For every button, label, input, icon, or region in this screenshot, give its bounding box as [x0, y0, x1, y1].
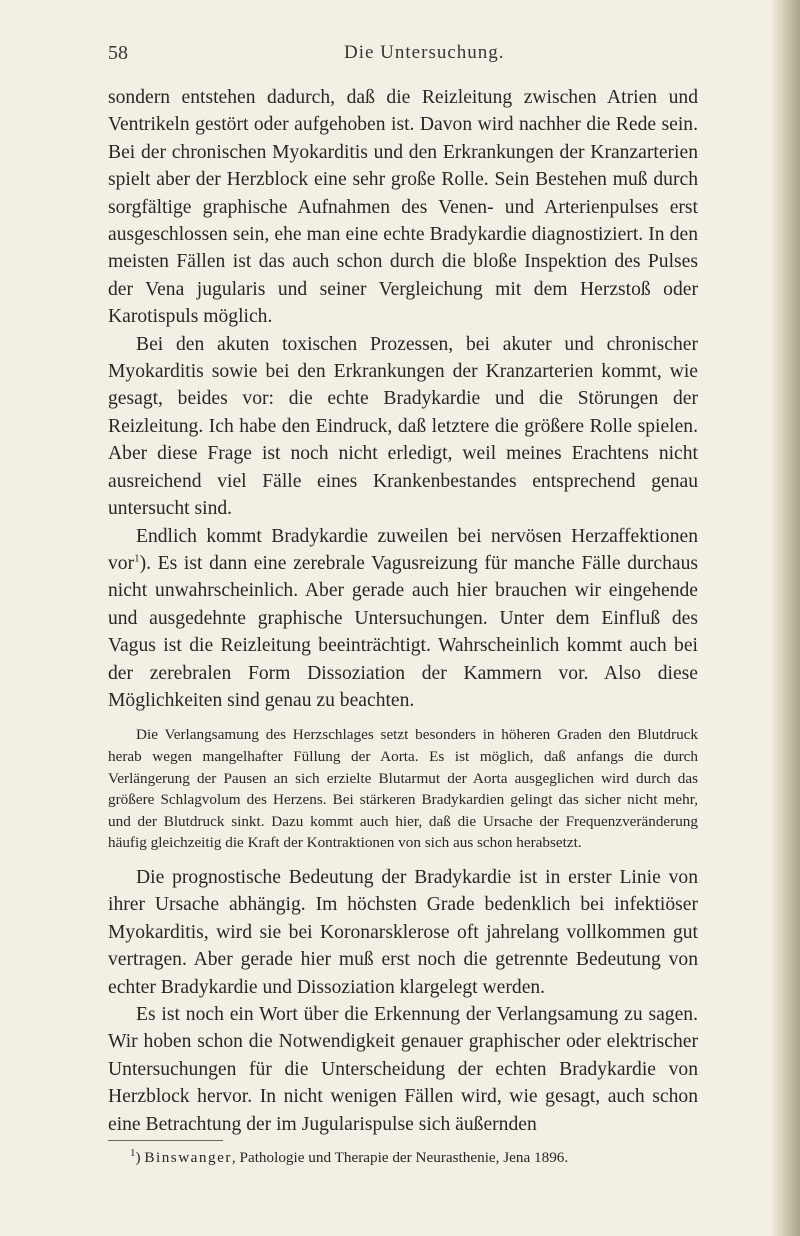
page-edge-shadow — [770, 0, 800, 1236]
running-title: Die Untersuchung. — [344, 42, 505, 63]
footnote-reference: 1 — [134, 552, 140, 565]
paragraph-3-text-a: Endlich kommt Bradykardie zuweilen bei nervösen Herzaffektionen vor — [108, 525, 698, 574]
paragraph-4: Die prognostische Bedeutung der Bradykardie ist in erster Linie von ihrer Ursache abhängig. Im höchsten Grade bedenklich bei infektiöser Myokarditis, wird sie bei Koronarsklerose oft jahrelang vollkommen gut vertragen. Aber gerade hier muß erst noch die getrennte Bedeutung von echter Bradykardie und Dissoziation klargelegt werden. — [108, 866, 698, 998]
small-print-paragraph: Die Verlangsamung des Herzschlages setzt besonders in höheren Graden den Blutdruck herab wegen mangelhafter Füllung der Aorta. Es ist möglich, daß anfangs die durch Verlängerung der Pausen an sich erzielte Blutarmut der Aorta ausgeglichen wird durch das größere Schlagvolum des Herzens. Bei stärkeren Bradykardien gelingt das sicher nicht mehr, und der Blutdruck sinkt. Dazu kommt auch hier, daß die Ursache der Frequenzveränderung häufig gleichzeitig die Kraft der Kontraktionen von sich aus schon herabsetzt. — [108, 726, 698, 852]
paragraph-5: Es ist noch ein Wort über die Erkennung der Verlangsamung zu sagen. Wir hoben schon die Notwendigkeit genauer graphischer oder elektrischer Untersuchungen für die Unterscheidung der echten Bradykardie von Herzblock hervor. In nicht wenigen Fällen wird, wie gesagt, auch schon eine Betrachtung der im Jugularispulse sich äußernden — [108, 1003, 698, 1135]
footnote: $^1$) Binswanger, Pathologie und Therapie der Neurasthenie, Jena 1896. — [130, 1146, 569, 1166]
paragraph-1: sondern entstehen dadurch, daß die Reizleitung zwischen Atrien und Ventrikeln gestört oder aufgehoben ist. Davon wird nachher die Rede sein. Bei der chronischen Myokarditis und den Erkrankungen der Kranzarterien spielt aber der Herzblock eine sehr große Rolle. Sein Bestehen muß durch sorgfältige graphische Aufnahmen des Venen- und Arterienpulses erst ausgeschlossen sein, ehe man eine echte Bradykardie diagnostiziert. In den meisten Fällen ist das auch schon durch die bloße Inspektion des Pulses der Vena jugularis und seiner Vergleichung mit dem Herzstoß oder Karotispuls möglich. — [108, 87, 698, 328]
paragraph-3-text-b: ). Es ist dann eine zerebrale Vagusreizung für manche Fälle durchaus nicht unwahrscheinlich. Aber gerade auch hier brauchen wir eingehende und ausgedehnte graphische Untersuchungen. Unter dem Einfluß des Vagus ist die Reizleitung beeinträchtigt. Wahrscheinlich kommt auch bei der zerebralen Form Dissoziation der Kammern vor. Also diese Möglichkeiten sind genau zu beachten. — [108, 552, 698, 711]
page-number: 58 — [108, 42, 128, 64]
footnote-author: Binswanger — [144, 1149, 232, 1166]
footnote-text: , Pathologie und Therapie der Neurasthenie, Jena 1896. — [231, 1149, 569, 1166]
paragraph-2: Bei den akuten toxischen Prozessen, bei akuter und chronischer Myokarditis sowie bei den Erkrankungen der Kranzarterien kommt, wie gesagt, beides vor: die echte Bradykardie und die Störungen der Reizleitung. Ich habe den Eindruck, daß letztere die größere Rolle spielen. Aber diese Frage ist noch nicht erledigt, weil meines Erachtens nicht ausreichend viel Fälle eines Krankenbestandes entsprechend genau untersucht sind. — [108, 333, 698, 520]
paragraph-3 — [108, 523, 698, 715]
footnote-mark: 1 — [130, 1146, 136, 1159]
body-text — [108, 84, 698, 1138]
footnote-divider — [108, 1140, 223, 1141]
running-header — [108, 42, 698, 68]
